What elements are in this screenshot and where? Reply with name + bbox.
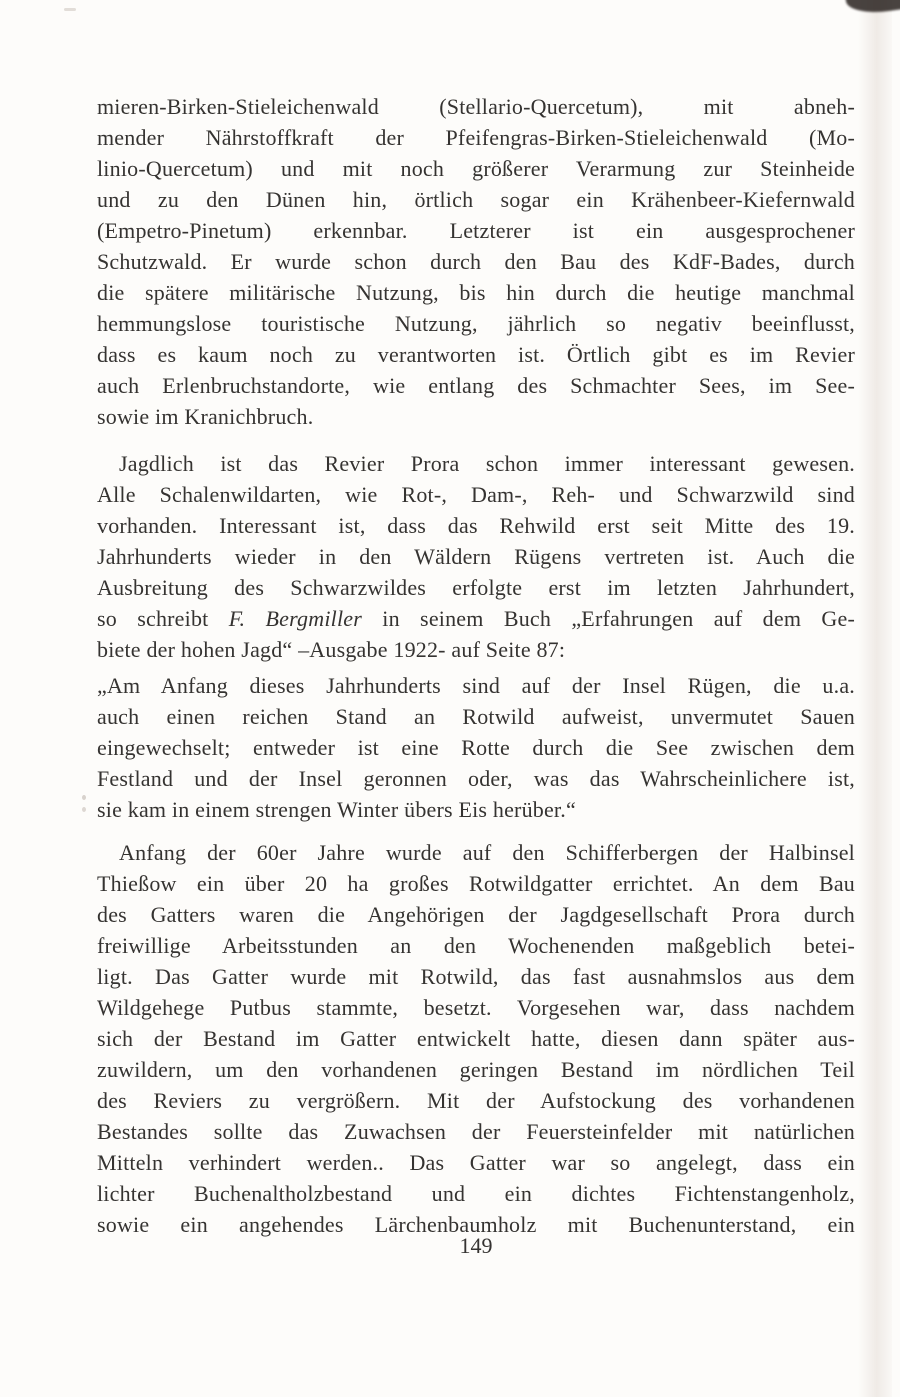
text-segment: in seinem Buch „Erfahrungen auf dem Ge-: [362, 606, 855, 631]
text-line: Ausbreitung des Schwarzwildes erfolgte erst im letzten Jahrhundert,: [97, 575, 855, 600]
text-line: Alle Schalenwildarten, wie Rot-, Dam-, Reh- und Schwarzwild sind: [97, 482, 855, 507]
text-line: linio-Quercetum) und mit noch größerer Verarmung zur Steinheide: [97, 156, 855, 181]
scan-edge-shadow: [858, 0, 892, 1397]
text-line: vorhanden. Interessant ist, dass das Rehwild erst seit Mitte des 19.: [97, 513, 855, 538]
text-line: Thießow ein über 20 ha großes Rotwildgatter errichtet. An dem Bau: [97, 871, 855, 896]
body-text-block: [97, 91, 855, 1240]
text-line: lichter Buchenaltholzbestand und ein dichtes Fichtenstangenholz,: [97, 1181, 855, 1206]
text-line: zuwildern, um den vorhandenen geringen Bestand im nördlichen Teil: [97, 1057, 855, 1082]
text-line: des Gatters waren die Angehörigen der Jagdgesellschaft Prora durch: [97, 902, 855, 927]
text-line: (Empetro-Pinetum) erkennbar. Letzterer ist ein ausgesprochener: [97, 218, 855, 243]
text-segment: so schreibt: [97, 606, 229, 631]
text-line: des Reviers zu vergrößern. Mit der Aufstockung des vorhandenen: [97, 1088, 855, 1113]
text-line: Anfang der 60er Jahre wurde auf den Schifferbergen der Halbinsel: [119, 840, 855, 865]
text-line: Jagdlich ist das Revier Prora schon immer interessant gewesen.: [119, 451, 855, 476]
text-line: sich der Bestand im Gatter entwickelt hatte, diesen dann später aus-: [97, 1026, 855, 1051]
paragraph-forest-types: [97, 91, 855, 432]
text-line: Mitteln verhindert werden.. Das Gatter war so angelegt, dass ein: [97, 1150, 855, 1175]
text-line: sie kam in einem strengen Winter übers Eis herüber.“: [97, 797, 576, 822]
text-line: [97, 603, 855, 634]
text-line: Wildgehege Putbus stammte, besetzt. Vorgesehen war, dass nachdem: [97, 995, 855, 1020]
scan-artifact-top: [64, 8, 76, 11]
text-line: die spätere militärische Nutzung, bis hin durch die heutige manchmal: [97, 280, 855, 305]
text-line: mender Nährstoffkraft der Pfeifengras-Birken-Stieleichenwald (Mo-: [97, 125, 855, 150]
paragraph-hunting-history: [97, 448, 855, 665]
page-number: 149: [459, 1233, 493, 1258]
paragraph-rotwildgatter: [97, 837, 855, 1240]
text-line: freiwillige Arbeitsstunden an den Wochenenden maßgeblich betei-: [97, 933, 855, 958]
text-line: „Am Anfang dieses Jahrhunderts sind auf der Insel Rügen, die u.a.: [97, 673, 855, 698]
text-line: hemmungslose touristische Nutzung, jährlich so negativ beeinflusst,: [97, 311, 855, 336]
text-line: Schutzwald. Er wurde schon durch den Bau des KdF-Bades, durch: [97, 249, 855, 274]
text-line: dass es kaum noch zu verantworten ist. Örtlich gibt es im Revier: [97, 342, 855, 367]
text-line: sowie ein angehendes Lärchenbaumholz mit Buchenunterstand, ein: [97, 1212, 855, 1237]
italic-text: F. Bergmiller: [228, 606, 363, 631]
text-line: eingewechselt; entweder ist eine Rotte durch die See zwischen dem: [97, 735, 855, 760]
text-line: Bestandes sollte das Zuwachsen der Feuersteinfelder mit natürlichen: [97, 1119, 855, 1144]
text-line: auch Erlenbruchstandorte, wie entlang des Schmachter Sees, im See-: [97, 373, 855, 398]
text-line: Jahrhunderts wieder in den Wäldern Rügens vertreten ist. Auch die: [97, 544, 855, 569]
text-line: ligt. Das Gatter wurde mit Rotwild, das fast ausnahmslos aus dem: [97, 964, 855, 989]
scan-corner-smudge: [845, 0, 900, 17]
text-line: mieren-Birken-Stieleichenwald (Stellario-Quercetum), mit abneh-: [97, 94, 855, 119]
text-line: und zu den Dünen hin, örtlich sogar ein Krähenbeer-Kiefernwald: [97, 187, 855, 212]
text-line: biete der hohen Jagd“ –Ausgabe 1922- auf Seite 87:: [97, 637, 566, 662]
text-line: auch einen reichen Stand an Rotwild aufweist, unvermutet Sauen: [97, 704, 855, 729]
paragraph-bergmiller-quote: [97, 670, 855, 825]
text-line: Festland und der Insel geronnen oder, was das Wahrscheinlichere ist,: [97, 766, 855, 791]
scan-artifact-left-margin: [82, 795, 86, 800]
text-line: sowie im Kranichbruch.: [97, 404, 314, 429]
